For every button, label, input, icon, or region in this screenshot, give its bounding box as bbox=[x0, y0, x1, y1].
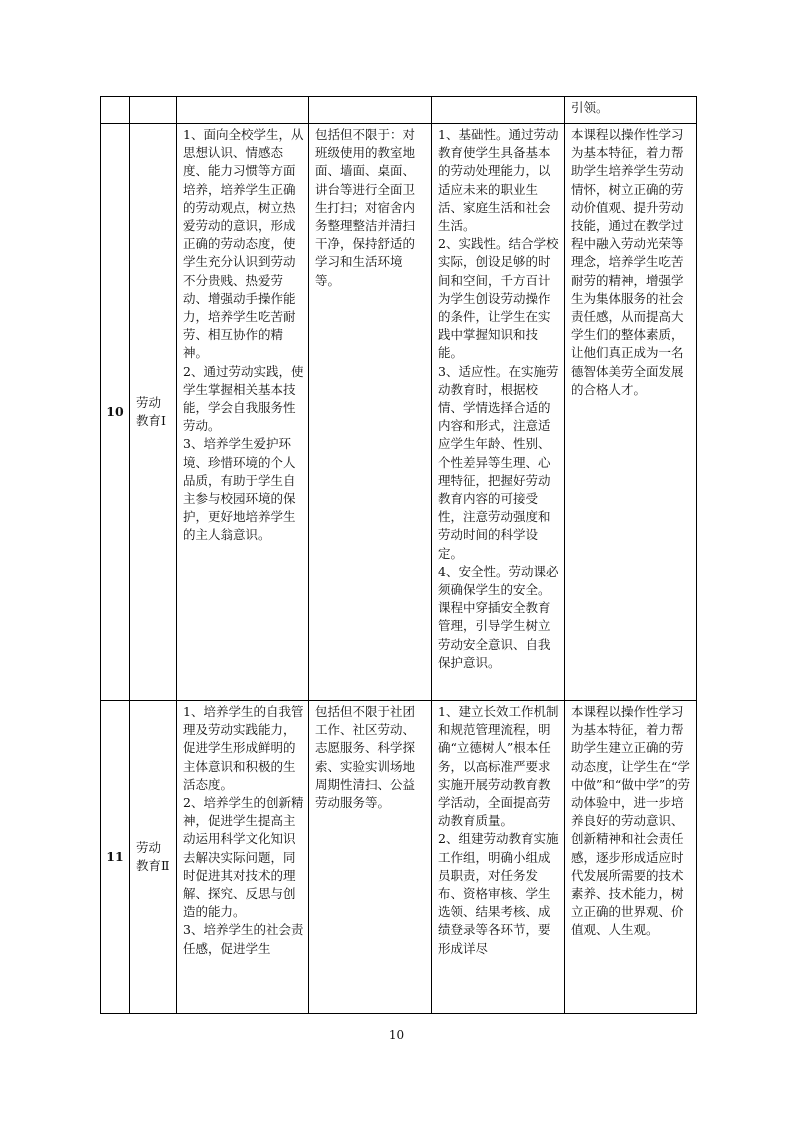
course-description: 本课程以操作性学习为基本特征，着力帮助学生建立正确的劳动态度，让学生在“学中做”和“做中学”的劳动体验中，进一步培养良好的劳动意识、创新精神和社会责任感，逐步形成适应时代发展所需要的技术素养、技术能力，树立正确的世界观、价值观、人生观。 bbox=[565, 701, 697, 1014]
course-objectives: 1、培养学生的自我管理及劳动实践能力，促进学生形成鲜明的主体意识和积极的生活态度。 2、培养学生的创新精神，促进学生提高主动运用科学文化知识去解决实际问题，同时促进其对技术的理解、探究、反思与创造的能力。 3、培养学生的社会责任感，促进学生 bbox=[177, 701, 309, 1014]
course-description: 本课程以操作性学习为基本特征，着力帮助学生培养学生劳动情怀，树立正确的劳动价值观、提升劳动技能，通过在教学过程中融入劳动光荣等理念，培养学生吃苦耐劳的精神，增强学生为集体服务的社会责任感，从而提高大学生们的整体素质，让他们真正成为一名德智体美劳全面发展的合格人才。 bbox=[565, 124, 697, 701]
page-number: 10 bbox=[388, 1028, 405, 1042]
table-cell bbox=[309, 97, 432, 124]
course-name: 劳动教育Ⅰ bbox=[130, 124, 177, 701]
course-content: 包括但不限于社团工作、社区劳动、志愿服务、科学探索、实验实训场地周期性清扫、公益劳动服务等。 bbox=[309, 701, 432, 1014]
course-number: 10 bbox=[101, 124, 130, 701]
table-cell bbox=[101, 97, 130, 124]
course-content: 包括但不限于：对班级使用的教室地面、墙面、桌面、讲台等进行全面卫生打扫；对宿舍内务整理整洁并清扫干净，保持舒适的学习和生活环境等。 bbox=[309, 124, 432, 701]
course-objectives: 1、面向全校学生，从思想认识、情感态度、能力习惯等方面培养，培养学生正确的劳动观点，树立热爱劳动的意识，形成正确的劳动态度，使学生充分认识到劳动不分贵贱、热爱劳动、增强动手操作能力，培养学生吃苦耐劳、相互协作的精神。 2、通过劳动实践，使学生掌握相关基本技能，学会自我服务性劳动。 3、培养学生爱护环境、珍惜环境的个人品质，有助于学生自主参与校园环境的保护，更好地培养学生的主人翁意识。 bbox=[177, 124, 309, 701]
course-requirements: 1、建立长效工作机制和规范管理流程，明确“立德树人”根本任务，以高标准严要求实施开展劳动教育教学活动，全面提高劳动教育质量。 2、组建劳动教育实施工作组，明确小组成员职责，对任务发布、资格审核、学生选领、结果考核、成绩登录等各环节，要形成详尽 bbox=[432, 701, 565, 1014]
table-cell bbox=[177, 97, 309, 124]
table-row bbox=[101, 97, 697, 124]
course-number: 11 bbox=[101, 701, 130, 1014]
course-table bbox=[100, 96, 697, 1014]
table-row bbox=[101, 124, 697, 701]
course-requirements: 1、基础性。通过劳动教育使学生具备基本的劳动处理能力，以适应未来的职业生活、家庭生活和社会生活。 2、实践性。结合学校实际，创设足够的时间和空间，千方百计为学生创设劳动操作的条件，让学生在实践中掌握知识和技能。 3、适应性。在实施劳动教育时，根据校情、学情选择合适的内容和形式，注意适应学生年龄、性别、个性差异等生理、心理特征，把握好劳动教育内容的可接受性，注意劳动强度和劳动时间的科学设定。 4、安全性。劳动课必须确保学生的安全。课程中穿插安全教育管理，引导学生树立劳动安全意识、自我保护意识。 bbox=[432, 124, 565, 701]
course-description-cell: 引领。 bbox=[565, 97, 697, 124]
table-cell bbox=[432, 97, 565, 124]
table-cell bbox=[130, 97, 177, 124]
table-row bbox=[101, 701, 697, 1014]
course-name: 劳动教育Ⅱ bbox=[130, 701, 177, 1014]
